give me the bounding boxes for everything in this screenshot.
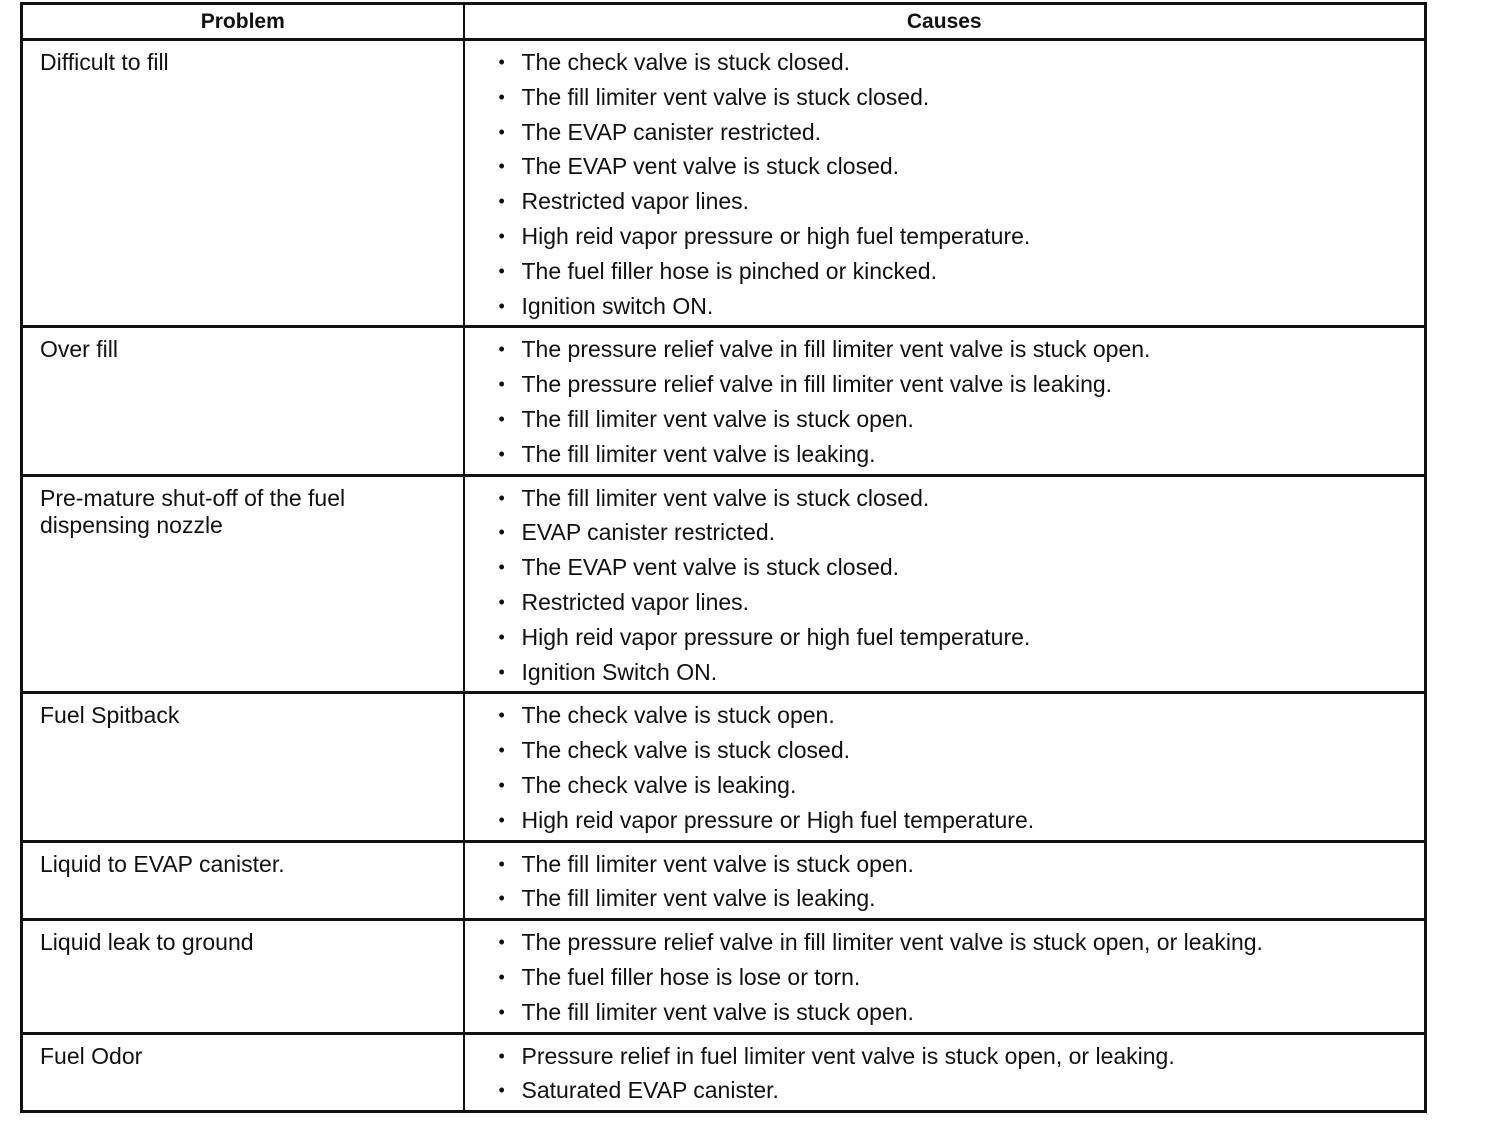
cause-text: Pressure relief in fuel limiter vent valve is stuck open, or leaking. <box>521 1042 1175 1069</box>
bullet-icon: • <box>498 443 505 464</box>
cause-item <box>499 803 1425 838</box>
cause-text: Restricted vapor lines. <box>521 188 750 215</box>
cause-item <box>499 332 1425 367</box>
cause-list <box>499 847 1425 917</box>
cause-list <box>499 332 1425 471</box>
cause-item <box>499 733 1425 768</box>
cause-item <box>499 550 1425 585</box>
bullet-icon: • <box>498 408 505 429</box>
table-row <box>22 693 1426 841</box>
cause-item <box>499 960 1425 995</box>
bullet-icon: • <box>498 591 505 612</box>
cause-text: The pressure relief valve in fill limiter vent valve is stuck open, or leaking. <box>521 929 1263 956</box>
bullet-icon: • <box>498 626 505 647</box>
cause-item <box>499 437 1425 472</box>
bullet-icon: • <box>498 705 505 726</box>
problem-cell: Over fill <box>22 327 464 475</box>
cause-text: The fill limiter vent valve is leaking. <box>521 440 876 467</box>
problem-cell: Fuel Odor <box>22 1033 464 1112</box>
cause-text: The fuel filler hose is pinched or kincked. <box>521 257 937 284</box>
bullet-icon: • <box>498 339 505 360</box>
problem-column-header: Problem <box>22 4 464 40</box>
cause-text: High reid vapor pressure or High fuel temperature. <box>521 806 1035 833</box>
cause-list <box>499 481 1425 690</box>
cause-list <box>499 925 1425 1029</box>
bullet-icon: • <box>498 522 505 543</box>
bullet-icon: • <box>498 1080 505 1101</box>
bullet-icon: • <box>498 487 505 508</box>
table-row <box>22 841 1426 920</box>
problem-cell: Difficult to fill <box>22 40 464 327</box>
cause-item <box>499 219 1425 254</box>
bullet-icon: • <box>498 809 505 830</box>
cause-text: Saturated EVAP canister. <box>521 1077 779 1104</box>
problem-cell: Liquid leak to ground <box>22 920 464 1033</box>
bullet-icon: • <box>498 225 505 246</box>
cause-text: The check valve is stuck closed. <box>521 737 851 764</box>
cause-text: The fill limiter vent valve is stuck closed. <box>521 83 930 110</box>
cause-text: Restricted vapor lines. <box>521 588 750 615</box>
causes-cell <box>464 475 1426 693</box>
cause-item <box>499 115 1425 150</box>
cause-text: The fill limiter vent valve is stuck open. <box>521 405 914 432</box>
cause-list <box>499 1039 1425 1109</box>
problem-cell: Pre-mature shut-off of the fuel dispensing nozzle <box>22 475 464 693</box>
cause-item <box>499 289 1425 324</box>
causes-cell <box>464 40 1426 327</box>
table-row <box>22 40 1426 327</box>
cause-item <box>499 698 1425 733</box>
table-row <box>22 475 1426 693</box>
cause-text: The fill limiter vent valve is stuck open. <box>521 998 914 1025</box>
table-body <box>22 40 1426 1112</box>
cause-text: High reid vapor pressure or high fuel temperature. <box>521 222 1031 249</box>
cause-item <box>499 847 1425 882</box>
table-row <box>22 920 1426 1033</box>
bullet-icon: • <box>498 774 505 795</box>
bullet-icon: • <box>498 295 505 316</box>
problem-cell: Fuel Spitback <box>22 693 464 841</box>
header-row <box>22 4 1426 40</box>
causes-cell <box>464 920 1426 1033</box>
causes-cell <box>464 841 1426 920</box>
cause-text: Ignition switch ON. <box>521 292 714 319</box>
bullet-icon: • <box>498 121 505 142</box>
bullet-icon: • <box>498 52 505 72</box>
bullet-icon: • <box>498 557 505 578</box>
cause-text: The EVAP vent valve is stuck closed. <box>521 153 900 180</box>
bullet-icon: • <box>498 191 505 212</box>
cause-item <box>499 481 1425 516</box>
cause-item <box>499 768 1425 803</box>
cause-item <box>499 881 1425 916</box>
cause-item <box>499 254 1425 289</box>
cause-text: The check valve is stuck closed. <box>521 49 851 75</box>
cause-text: The fill limiter vent valve is stuck closed. <box>521 484 930 511</box>
cause-text: Ignition Switch ON. <box>521 658 718 685</box>
bullet-icon: • <box>498 853 505 874</box>
bullet-icon: • <box>498 374 505 395</box>
cause-text: The check valve is stuck open. <box>521 702 835 729</box>
cause-text: The pressure relief valve in fill limiter vent valve is leaking. <box>521 371 1113 398</box>
cause-item <box>499 620 1425 655</box>
cause-list <box>499 45 1425 323</box>
cause-text: The EVAP canister restricted. <box>521 118 822 145</box>
cause-text: The fuel filler hose is lose or torn. <box>521 963 861 990</box>
cause-item <box>499 655 1425 690</box>
bullet-icon: • <box>498 156 505 177</box>
causes-cell <box>464 1033 1426 1112</box>
table-row <box>22 327 1426 475</box>
cause-item <box>499 45 1425 80</box>
problem-cell: Liquid to EVAP canister. <box>22 841 464 920</box>
causes-cell <box>464 327 1426 475</box>
cause-item <box>499 585 1425 620</box>
cause-text: The check valve is leaking. <box>521 771 797 798</box>
cause-text: The EVAP vent valve is stuck closed. <box>521 554 900 581</box>
cause-item <box>499 149 1425 184</box>
troubleshooting-table <box>20 2 1427 1113</box>
cause-text: The fill limiter vent valve is stuck open. <box>521 850 914 877</box>
bullet-icon: • <box>498 661 505 682</box>
cause-item <box>499 925 1425 960</box>
cause-item <box>499 995 1425 1030</box>
bullet-icon: • <box>498 740 505 761</box>
bullet-icon: • <box>498 1045 505 1066</box>
cause-item <box>499 184 1425 219</box>
cause-text: The fill limiter vent valve is leaking. <box>521 885 876 912</box>
cause-text: The pressure relief valve in fill limiter vent valve is stuck open. <box>521 336 1151 363</box>
table-row <box>22 1033 1426 1112</box>
cause-item <box>499 80 1425 115</box>
cause-text: High reid vapor pressure or high fuel temperature. <box>521 623 1031 650</box>
cause-item <box>499 1039 1425 1074</box>
causes-cell <box>464 693 1426 841</box>
cause-item <box>499 367 1425 402</box>
cause-text: EVAP canister restricted. <box>521 519 776 546</box>
bullet-icon: • <box>498 1001 505 1022</box>
cause-item <box>499 515 1425 550</box>
bullet-icon: • <box>498 888 505 909</box>
bullet-icon: • <box>498 260 505 281</box>
bullet-icon: • <box>498 932 505 953</box>
bullet-icon: • <box>498 86 505 107</box>
cause-item <box>499 1073 1425 1108</box>
cause-item <box>499 402 1425 437</box>
causes-column-header: Causes <box>464 4 1426 40</box>
cause-list <box>499 698 1425 837</box>
bullet-icon: • <box>498 966 505 987</box>
